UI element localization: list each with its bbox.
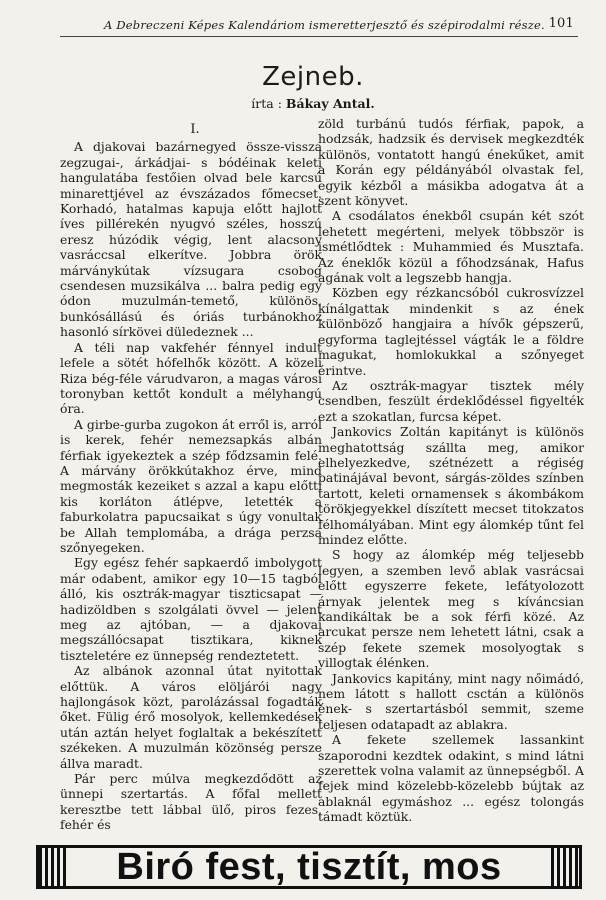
left-column [60, 116, 322, 833]
byline [0, 96, 606, 111]
paragraph: A téli nap vakfehér fénnyel indult lefele a sötét hófelhők között. A közeli Riza bég-féle várudvaron, a magas városi toronyban kettőt kondult a mélyhangú óra. [60, 339, 322, 417]
paragraph: Jankovics Zoltán kapitányt is különös meghatottság szállta meg, amikor elhelyezkedve, szétnézett a régiség patinájával bevont, sárgás-zöldes színben tartott, keleti ornamensek s ákombákom törökjegyekkel díszített mecset titokzatos félhomályában. Mint egy álomkép tűnt fel mindez előtte. [318, 424, 584, 547]
page-number: 101 [548, 16, 574, 31]
paragraph: zöld turbánú tudós férfiak, papok, a hodzsák, hadzsik és dervisek megkezdték különös, vontatott hangú énekűket, amit a Korán egy példányából olvastak fel, egyik kézből a másikba adogatva át a szent könyvet. [318, 116, 584, 209]
paragraph: A csodálatos énekből csupán két szót lehetett megérteni, melyek többször is ismétlődtek : Muhammied és Musztafa. Az éneklők közül a főhodzsának, Hafus agának volt a legszebb hangja. [318, 208, 584, 286]
advertisement-banner [36, 845, 582, 889]
paragraph: A djakovai bazárnegyed össze-vissza zegzugai-, árkádjai- s bódéinak keleti hangulatába festőien olvad bele karcsú minarettjével az évszázados főmecset. Korhadó, hatalmas kapuja előtt hajlott íves pillérekén nyugvó széles, hosszú eresz húzódik végig, lent alacsony vasráccsal elkerítve. Jobbra örök márványkútak vízsugara csobog csendesen muzsikálva ... balra pedig egy ódon muzulmán-temető, különös, bunkósállású és óriás turbánokhoz hasonló sírkövei düledeznek ... [60, 139, 322, 340]
paragraph: Jankovics kapitány, mint nagy nőimádó, nem látott s hallott csctán a különös ének- s szertartásból semmit, szeme teljesen odatapadt az ablakra. [318, 670, 584, 732]
advertisement-text: Biró fest, tisztít, mos [116, 846, 502, 888]
byline-prefix: írta : [251, 96, 282, 111]
paragraph: Az albánok azonnal útat nyitottak előttük. A város elöljárói nagy hajlongások közt, parolázással fogadták őket. Fülig érő mosolyok, kellemkedések után aztán helyet foglaltak a bekészített székeken. A muzulmán közönség persze állva maradt. [60, 663, 322, 771]
paragraph: A girbe-gurba zugokon át erről is, arról is kerek, fehér nemezsapkás albán férfiak igyekeztek a szép fődzsamin felé. A márvány örökkútakhoz érve, mind megmosták kezeiket s azzal a kapu előtti kis korláton átlépve, letették a faburkolatra papucsaikat s úgy vonultak be Allah templomába, a drága perzsa szőnyegeken. [60, 416, 322, 555]
right-column [318, 116, 584, 825]
paragraph: S hogy az álomkép még teljesebb legyen, a szemben levő ablak vasrácsai előtt egyszerre fekete, lefátyolozott árnyak jelentek meg s kíváncsian kandikáltak be a sok férfi közé. Az arcukat persze nem lehetett látni, csak a szép fekete szemek mosolyogtak s villogtak élénken. [318, 547, 584, 671]
author-name: Bákay Antal. [285, 96, 375, 111]
paragraph: Az osztrák-magyar tisztek mély csendben, feszült érdeklődéssel figyelték ezt a szokatlan, furcsa képet. [318, 377, 584, 424]
paragraph: Egy egész fehér sapkaerdő imbolygott már odabent, amikor egy 10—15 tagból álló, kis osztrák-magyar tiszticsapat — hadizöldben s szolgálati övvel — jelent meg az ajtóban, — a djakovai megszállócsapat tisztikara, kiknek tiszteletére ez ünnepség rendeztetett. [60, 555, 322, 663]
section-number: I. [190, 122, 200, 137]
paragraph: Közben egy rézkancsóból cukrosvízzel kínálgattak mindenkit s az ének különböző hangjaira a hívők gépszerű, egyforma taglejtéssel vágták le a földre magukat, homlokukkal a szőnyeget érintve. [318, 285, 584, 378]
running-header [60, 14, 578, 37]
paragraph: A fekete szellemek lassankint szaporodni kezdtek odakint, s mind látni szerettek volna valamit az ünnepségből. A fejek mind közelebb-közelebb bújtak az ablaknál egymáshoz ... egész tolongás támadt köztük. [318, 732, 584, 825]
article-title: Zejneb. [262, 62, 364, 92]
running-title: A Debreczeni Képes Kalendáriom ismeretterjesztő és szépirodalmi része. [104, 18, 545, 32]
paragraph: Pár perc múlva megkezdődött az ünnepi szertartás. A főfal mellett keresztbe tett lábbal ülő, piros fezes, fehér és [60, 771, 322, 833]
